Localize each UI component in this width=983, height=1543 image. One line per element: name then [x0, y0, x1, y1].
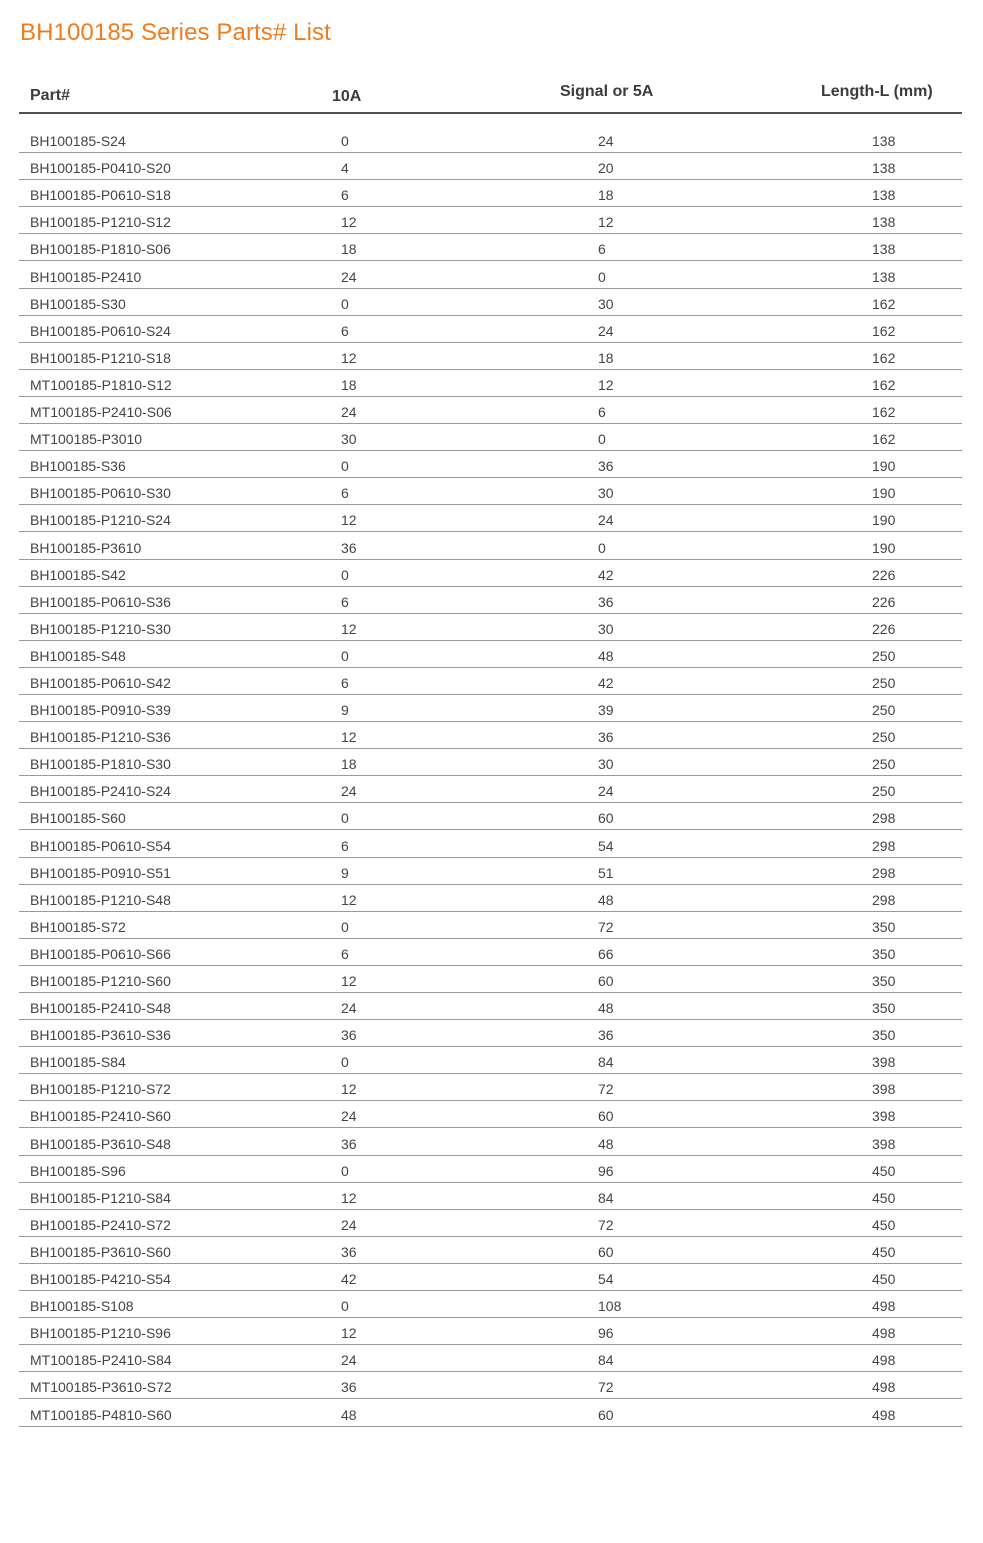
- cell-part-number: BH100185-S108: [30, 1298, 134, 1315]
- cell-10a-count: 0: [341, 1298, 349, 1315]
- cell-length: 350: [872, 945, 896, 962]
- cell-length: 138: [872, 160, 896, 177]
- cell-10a-count: 12: [341, 973, 357, 989]
- cell-part-number: BH100185-P1210-S30: [30, 620, 171, 637]
- cell-10a-count: 0: [341, 1162, 349, 1179]
- cell-signal-count: 60: [598, 1108, 614, 1125]
- cell-length: 350: [872, 1027, 896, 1044]
- cell-signal-count: 84: [598, 1189, 614, 1206]
- cell-part-number: BH100185-P2410-S24: [30, 783, 171, 800]
- table-row: [19, 641, 962, 668]
- cell-length: 250: [872, 702, 896, 719]
- cell-10a-count: 24: [341, 1352, 357, 1369]
- cell-part-number: BH100185-P0610-S18: [30, 187, 171, 204]
- cell-signal-count: 42: [598, 674, 614, 691]
- cell-part-number: BH100185-S24: [30, 133, 126, 150]
- cell-part-number: MT100185-P4810-S60: [30, 1406, 172, 1423]
- cell-length: 190: [872, 485, 896, 502]
- cell-length: 350: [872, 973, 896, 989]
- table-row: [19, 722, 962, 749]
- cell-signal-count: 84: [598, 1352, 614, 1369]
- cell-10a-count: 6: [341, 593, 349, 610]
- cell-length: 450: [872, 1162, 896, 1179]
- cell-part-number: BH100185-P1210-S84: [30, 1189, 171, 1206]
- cell-part-number: BH100185-S60: [30, 810, 126, 827]
- cell-10a-count: 18: [341, 756, 357, 773]
- cell-signal-count: 60: [598, 973, 614, 989]
- cell-10a-count: 0: [341, 918, 349, 935]
- table-row: [19, 1237, 962, 1264]
- cell-length: 138: [872, 133, 896, 150]
- cell-length: 162: [872, 431, 896, 448]
- cell-length: 298: [872, 810, 896, 827]
- cell-length: 450: [872, 1271, 896, 1288]
- cell-signal-count: 48: [598, 891, 614, 908]
- cell-part-number: BH100185-P1210-S18: [30, 349, 171, 366]
- cell-length: 398: [872, 1054, 896, 1071]
- table-row: [19, 1345, 962, 1372]
- cell-signal-count: 72: [598, 1216, 614, 1233]
- table-row: [19, 207, 962, 234]
- cell-part-number: BH100185-S96: [30, 1162, 126, 1179]
- cell-signal-count: 20: [598, 160, 614, 177]
- cell-10a-count: 42: [341, 1271, 357, 1288]
- cell-signal-count: 0: [598, 539, 606, 556]
- cell-length: 250: [872, 647, 896, 664]
- cell-10a-count: 12: [341, 349, 357, 366]
- table-row: [19, 451, 962, 478]
- table-row: [19, 830, 962, 857]
- cell-10a-count: 12: [341, 729, 357, 746]
- cell-signal-count: 24: [598, 322, 614, 339]
- cell-length: 250: [872, 756, 896, 773]
- cell-length: 498: [872, 1298, 896, 1315]
- cell-length: 250: [872, 674, 896, 691]
- table-row: [19, 614, 962, 641]
- table-row: [19, 1047, 962, 1074]
- cell-part-number: BH100185-P1210-S24: [30, 512, 171, 529]
- cell-signal-count: 48: [598, 647, 614, 664]
- cell-10a-count: 24: [341, 1216, 357, 1233]
- cell-part-number: BH100185-P0610-S24: [30, 322, 171, 339]
- table-row: [19, 668, 962, 695]
- table-row: [19, 505, 962, 532]
- cell-10a-count: 36: [341, 1027, 357, 1044]
- cell-length: 226: [872, 593, 896, 610]
- cell-length: 190: [872, 539, 896, 556]
- cell-length: 250: [872, 783, 896, 800]
- cell-part-number: BH100185-P2410: [30, 268, 142, 285]
- cell-signal-count: 30: [598, 620, 614, 637]
- page-title: BH100185 Series Parts# List: [20, 19, 331, 46]
- cell-part-number: BH100185-P1210-S72: [30, 1081, 171, 1098]
- cell-10a-count: 36: [341, 1243, 357, 1260]
- cell-10a-count: 0: [341, 133, 349, 150]
- cell-signal-count: 108: [598, 1298, 622, 1315]
- table-row: [19, 261, 962, 288]
- cell-signal-count: 18: [598, 187, 614, 204]
- table-row: [19, 289, 962, 316]
- cell-signal-count: 96: [598, 1162, 614, 1179]
- cell-10a-count: 36: [341, 539, 357, 556]
- cell-part-number: BH100185-P0610-S66: [30, 945, 171, 962]
- cell-part-number: MT100185-P2410-S06: [30, 404, 172, 421]
- cell-part-number: BH100185-S72: [30, 918, 126, 935]
- cell-signal-count: 36: [598, 729, 614, 746]
- cell-10a-count: 48: [341, 1406, 357, 1423]
- cell-part-number: BH100185-P4210-S54: [30, 1271, 171, 1288]
- cell-signal-count: 48: [598, 1000, 614, 1017]
- cell-10a-count: 24: [341, 404, 357, 421]
- cell-length: 498: [872, 1325, 896, 1342]
- cell-10a-count: 12: [341, 620, 357, 637]
- cell-length: 298: [872, 837, 896, 854]
- table-row: [19, 695, 962, 722]
- column-header-signal: Signal or 5A: [560, 83, 654, 100]
- cell-part-number: BH100185-P1210-S12: [30, 214, 171, 231]
- table-row: [19, 316, 962, 343]
- cell-10a-count: 0: [341, 647, 349, 664]
- table-row: [19, 397, 962, 424]
- cell-part-number: BH100185-P3610: [30, 539, 142, 556]
- cell-part-number: BH100185-S36: [30, 458, 126, 475]
- table-row: [19, 424, 962, 451]
- cell-part-number: MT100185-P3610-S72: [30, 1379, 172, 1396]
- cell-part-number: MT100185-P2410-S84: [30, 1352, 172, 1369]
- table-row: [19, 858, 962, 885]
- cell-signal-count: 24: [598, 783, 614, 800]
- cell-signal-count: 96: [598, 1325, 614, 1342]
- cell-10a-count: 36: [341, 1379, 357, 1396]
- table-body: [19, 126, 962, 1427]
- cell-signal-count: 30: [598, 485, 614, 502]
- cell-10a-count: 4: [341, 160, 349, 177]
- cell-length: 498: [872, 1352, 896, 1369]
- cell-length: 250: [872, 729, 896, 746]
- cell-signal-count: 72: [598, 918, 614, 935]
- cell-length: 162: [872, 376, 896, 393]
- cell-length: 350: [872, 918, 896, 935]
- cell-length: 162: [872, 404, 896, 421]
- cell-signal-count: 72: [598, 1081, 614, 1098]
- column-header-part: Part#: [30, 87, 71, 104]
- cell-10a-count: 24: [341, 1000, 357, 1017]
- cell-10a-count: 6: [341, 322, 349, 339]
- cell-10a-count: 6: [341, 485, 349, 502]
- cell-length: 226: [872, 566, 896, 583]
- cell-10a-count: 12: [341, 512, 357, 529]
- cell-length: 298: [872, 864, 896, 881]
- cell-length: 190: [872, 458, 896, 475]
- cell-10a-count: 24: [341, 1108, 357, 1125]
- cell-part-number: BH100185-P1810-S30: [30, 756, 171, 773]
- cell-signal-count: 36: [598, 458, 614, 475]
- table-row: [19, 478, 962, 505]
- cell-signal-count: 0: [598, 268, 606, 285]
- cell-part-number: BH100185-S48: [30, 647, 126, 664]
- table-row: [19, 1156, 962, 1183]
- cell-10a-count: 0: [341, 566, 349, 583]
- table-row: [19, 343, 962, 370]
- table-row: [19, 1264, 962, 1291]
- cell-signal-count: 6: [598, 404, 606, 421]
- cell-part-number: MT100185-P3010: [30, 431, 143, 448]
- cell-part-number: BH100185-P1810-S06: [30, 241, 171, 258]
- cell-part-number: BH100185-P0610-S36: [30, 593, 171, 610]
- cell-part-number: BH100185-P1210-S36: [30, 729, 171, 746]
- cell-part-number: BH100185-P0910-S39: [30, 702, 171, 719]
- cell-part-number: BH100185-P1210-S60: [30, 973, 171, 989]
- cell-length: 450: [872, 1243, 896, 1260]
- cell-length: 162: [872, 322, 896, 339]
- cell-10a-count: 6: [341, 837, 349, 854]
- cell-10a-count: 12: [341, 1325, 357, 1342]
- table-row: [19, 180, 962, 207]
- table-row: [19, 587, 962, 614]
- cell-length: 398: [872, 1081, 896, 1098]
- cell-10a-count: 24: [341, 783, 357, 800]
- cell-10a-count: 6: [341, 674, 349, 691]
- cell-signal-count: 54: [598, 837, 614, 854]
- cell-part-number: BH100185-P0410-S20: [30, 160, 171, 177]
- cell-part-number: BH100185-P3610-S48: [30, 1135, 171, 1152]
- cell-signal-count: 30: [598, 295, 614, 312]
- cell-length: 162: [872, 349, 896, 366]
- table-row: [19, 993, 962, 1020]
- column-header-10a: 10A: [332, 88, 362, 105]
- cell-10a-count: 9: [341, 702, 349, 719]
- cell-10a-count: 12: [341, 891, 357, 908]
- table-row: [19, 560, 962, 587]
- cell-length: 138: [872, 268, 896, 285]
- cell-part-number: BH100185-P0610-S30: [30, 485, 171, 502]
- table-row: [19, 749, 962, 776]
- table-row: [19, 126, 962, 153]
- cell-length: 226: [872, 620, 896, 637]
- cell-length: 138: [872, 241, 896, 258]
- cell-part-number: BH100185-P1210-S96: [30, 1325, 171, 1342]
- cell-10a-count: 12: [341, 214, 357, 231]
- cell-length: 450: [872, 1189, 896, 1206]
- cell-signal-count: 72: [598, 1379, 614, 1396]
- table-row: [19, 1128, 962, 1155]
- cell-signal-count: 60: [598, 810, 614, 827]
- table-row: [19, 776, 962, 803]
- cell-length: 350: [872, 1000, 896, 1017]
- table-row: [19, 153, 962, 180]
- cell-length: 498: [872, 1406, 896, 1423]
- cell-signal-count: 6: [598, 241, 606, 258]
- table-row: [19, 1101, 962, 1128]
- cell-signal-count: 12: [598, 214, 614, 231]
- table-row: [19, 532, 962, 559]
- table-row: [19, 1291, 962, 1318]
- cell-part-number: BH100185-S30: [30, 295, 126, 312]
- cell-10a-count: 0: [341, 295, 349, 312]
- table-row: [19, 1183, 962, 1210]
- cell-signal-count: 66: [598, 945, 614, 962]
- cell-part-number: BH100185-P2410-S72: [30, 1216, 171, 1233]
- cell-signal-count: 42: [598, 566, 614, 583]
- cell-10a-count: 6: [341, 187, 349, 204]
- cell-signal-count: 30: [598, 756, 614, 773]
- cell-10a-count: 30: [341, 431, 357, 448]
- cell-signal-count: 12: [598, 376, 614, 393]
- cell-10a-count: 36: [341, 1135, 357, 1152]
- cell-length: 398: [872, 1135, 896, 1152]
- cell-part-number: BH100185-S42: [30, 566, 126, 583]
- cell-signal-count: 0: [598, 431, 606, 448]
- cell-length: 138: [872, 187, 896, 204]
- cell-part-number: BH100185-P1210-S48: [30, 891, 171, 908]
- table-row: [19, 1318, 962, 1345]
- cell-signal-count: 48: [598, 1135, 614, 1152]
- table-row: [19, 885, 962, 912]
- cell-length: 450: [872, 1216, 896, 1233]
- table-row: [19, 370, 962, 397]
- cell-signal-count: 39: [598, 702, 614, 719]
- table-row: [19, 939, 962, 966]
- cell-10a-count: 6: [341, 945, 349, 962]
- table-row: [19, 912, 962, 939]
- cell-10a-count: 9: [341, 864, 349, 881]
- cell-part-number: MT100185-P1810-S12: [30, 376, 172, 393]
- cell-10a-count: 0: [341, 1054, 349, 1071]
- cell-length: 298: [872, 891, 896, 908]
- cell-part-number: BH100185-P3610-S60: [30, 1243, 171, 1260]
- table-row: [19, 1074, 962, 1101]
- cell-signal-count: 36: [598, 1027, 614, 1044]
- cell-length: 398: [872, 1108, 896, 1125]
- cell-part-number: BH100185-P0910-S51: [30, 864, 171, 881]
- cell-signal-count: 54: [598, 1271, 614, 1288]
- cell-part-number: BH100185-P2410-S48: [30, 1000, 171, 1017]
- cell-part-number: BH100185-P0610-S42: [30, 674, 171, 691]
- cell-signal-count: 51: [598, 864, 614, 881]
- table-row: [19, 1210, 962, 1237]
- cell-signal-count: 24: [598, 512, 614, 529]
- cell-part-number: BH100185-P2410-S60: [30, 1108, 171, 1125]
- table-row: [19, 1399, 962, 1426]
- cell-signal-count: 18: [598, 349, 614, 366]
- cell-signal-count: 60: [598, 1243, 614, 1260]
- column-header-length: Length-L (mm): [821, 83, 933, 100]
- cell-length: 498: [872, 1379, 896, 1396]
- table-header: [19, 78, 962, 114]
- cell-10a-count: 12: [341, 1081, 357, 1098]
- cell-10a-count: 12: [341, 1189, 357, 1206]
- table-row: [19, 803, 962, 830]
- cell-part-number: BH100185-P3610-S36: [30, 1027, 171, 1044]
- cell-signal-count: 36: [598, 593, 614, 610]
- cell-signal-count: 84: [598, 1054, 614, 1071]
- cell-10a-count: 24: [341, 268, 357, 285]
- cell-10a-count: 18: [341, 376, 357, 393]
- cell-part-number: BH100185-P0610-S54: [30, 837, 171, 854]
- table-row: [19, 966, 962, 993]
- cell-length: 190: [872, 512, 896, 529]
- cell-10a-count: 0: [341, 458, 349, 475]
- cell-length: 162: [872, 295, 896, 312]
- cell-10a-count: 18: [341, 241, 357, 258]
- cell-length: 138: [872, 214, 896, 231]
- table-row: [19, 1372, 962, 1399]
- table-row: [19, 234, 962, 261]
- cell-signal-count: 24: [598, 133, 614, 150]
- cell-part-number: BH100185-S84: [30, 1054, 126, 1071]
- cell-10a-count: 0: [341, 810, 349, 827]
- parts-table: [19, 78, 962, 1427]
- table-row: [19, 1020, 962, 1047]
- cell-signal-count: 60: [598, 1406, 614, 1423]
